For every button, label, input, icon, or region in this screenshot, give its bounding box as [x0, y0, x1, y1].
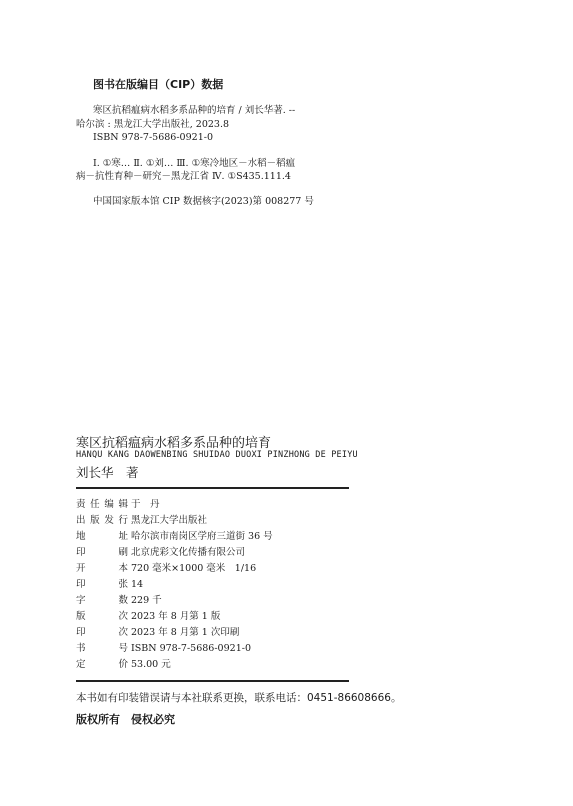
info-row-editor [76, 497, 160, 513]
info-value: 720 毫米×1000 毫米 1/16 [131, 563, 257, 574]
info-value: 北京虎彩文化传播有限公司 [131, 547, 246, 558]
info-value: ISBN 978-7-5686-0921-0 [131, 643, 251, 654]
cip-line-1: 寒区抗稻瘟病水稻多系品种的培育 / 刘长华著. -- [93, 105, 296, 116]
info-row-printer [76, 545, 245, 561]
info-label: 印刷 [76, 547, 128, 558]
info-label: 印次 [76, 627, 128, 638]
reprint-notice: 本书如有印装错误请与本社联系更换，联系电话：0451-86608666。 [76, 692, 402, 704]
info-value: 黑龙江大学出版社 [131, 515, 208, 526]
info-value: 于 丹 [131, 499, 160, 510]
info-value: 229 千 [131, 595, 162, 606]
cip-line-3: ISBN 978-7-5686-0921-0 [93, 132, 213, 143]
info-value: 哈尔滨市南岗区学府三道街 36 号 [131, 531, 273, 542]
info-value: 2023 年 8 月第 1 版 [131, 611, 221, 622]
cip-line-4: Ⅰ. ①寒… Ⅱ. ①刘… Ⅲ. ①寒冷地区－水稻－稻瘟 [93, 158, 296, 169]
info-row-address [76, 529, 273, 545]
info-label: 出版发行 [76, 515, 128, 526]
info-row-printing [76, 625, 239, 641]
info-label: 版次 [76, 611, 128, 622]
cip-line-5: 病－抗性育种－研究－黑龙江省 Ⅳ. ①S435.111.4 [76, 171, 291, 182]
info-value: 53.00 元 [131, 659, 171, 670]
copyright-notice: 版权所有 侵权必究 [76, 713, 175, 726]
book-author: 刘长华 著 [76, 465, 139, 480]
info-row-format [76, 561, 256, 577]
book-title: 寒区抗稻瘟病水稻多系品种的培育 [76, 436, 272, 451]
info-value: 14 [131, 579, 144, 590]
cip-line-2: 哈尔滨 : 黑龙江大学出版社, 2023.8 [76, 119, 230, 130]
info-label: 地址 [76, 531, 128, 542]
info-label: 开本 [76, 563, 128, 574]
info-row-price [76, 657, 171, 673]
info-label: 字数 [76, 595, 128, 606]
top-rule [76, 487, 349, 489]
info-label: 责任编辑 [76, 499, 128, 510]
cip-heading: 图书在版编目（CIP）数据 [93, 78, 224, 91]
info-row-sheets [76, 577, 143, 593]
info-row-publisher [76, 513, 207, 529]
info-row-isbn [76, 641, 251, 657]
info-label: 印张 [76, 579, 128, 590]
cip-line-6: 中国国家版本馆 CIP 数据核字(2023)第 008277 号 [93, 196, 314, 207]
info-row-wordcount [76, 593, 162, 609]
bottom-rule [76, 680, 349, 682]
book-pinyin: HANQU KANG DAOWENBING SHUIDAO DUOXI PINZHONG DE PEIYU [76, 450, 358, 460]
info-label: 书号 [76, 643, 128, 654]
info-value: 2023 年 8 月第 1 次印刷 [131, 627, 240, 638]
info-row-edition [76, 609, 220, 625]
info-label: 定价 [76, 659, 128, 670]
